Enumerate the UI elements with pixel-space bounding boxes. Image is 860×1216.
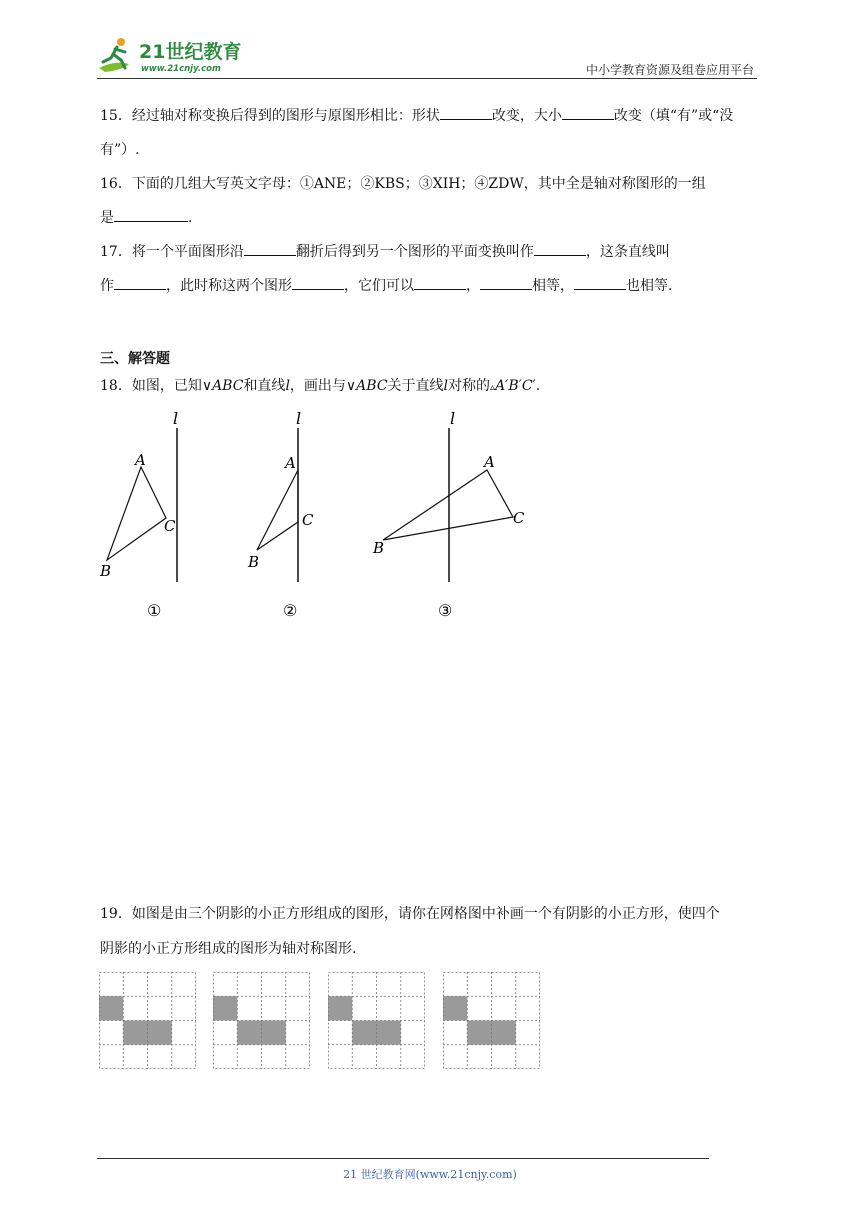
q18-l-2: l (443, 378, 449, 394)
figure-3-triangle (383, 470, 513, 540)
figure-2-number: ② (283, 601, 298, 620)
figure-1-number: ① (147, 601, 162, 620)
grid-3[interactable] (328, 972, 425, 1069)
q18-text-4: 关于直线 (387, 378, 444, 394)
question-16-line-1: 16．下面的几组大写英文字母：①ANE；②KBS；③XIH；④ZDW，其中全是轴对称图形的一组 (100, 176, 706, 192)
question-19-line-1: 19．如图是由三个阴影的小正方形组成的图形，请你在网格图中补画一个有阴影的小正方形，使四个 (100, 906, 720, 922)
q18-text-6: . (535, 378, 541, 394)
q18-text-5: 对称的 (448, 378, 491, 394)
grid-2[interactable] (213, 972, 310, 1069)
question-19-line-2: 阴影的小正方形组成的图形为轴对称图形. (100, 941, 357, 957)
figure-1 (99, 409, 178, 620)
figure-1-triangle (107, 467, 166, 560)
grid-4-shaded-cell (443, 996, 467, 1020)
figure-3 (372, 409, 525, 620)
q17-text-b3: ，它们可以 (344, 278, 414, 294)
q18-a-prime-b-prime-c-prime: A′B′C′ (495, 378, 536, 394)
figure-2-label-l: l (296, 409, 302, 428)
figure-2-triangle (257, 470, 298, 550)
logo-url: www.21cnjy.com (141, 64, 221, 74)
figure-3-label-b: B (373, 539, 385, 557)
figure-2-label-b: B (248, 553, 260, 571)
q17-text-b4: ， (466, 278, 480, 294)
figure-3-label-l: l (450, 409, 456, 428)
figure-2-label-c: C (302, 511, 314, 529)
figure-2-label-a: A (285, 454, 296, 472)
q18-triangle-symbol: ▵ (490, 382, 496, 393)
figure-1-label-l: l (173, 409, 179, 428)
q17-text-b5: 相等， (532, 278, 574, 294)
section-heading-3: 三、解答题 (100, 351, 170, 367)
figure-3-label-a: A (484, 453, 495, 471)
q16-text-2: . (188, 210, 193, 226)
figure-1-label-a: A (135, 451, 146, 469)
question-15-line-2: 有”）. (100, 142, 140, 158)
grid-1-shaded-cell (99, 996, 123, 1020)
grid-4[interactable] (443, 972, 540, 1069)
header-platform-text: 中小学教育资源及组卷应用平台 (585, 63, 754, 77)
q17-text-a2: 翻折后得到另一个图形的平面变换叫作 (295, 244, 534, 260)
figure-1-label-c: C (164, 517, 176, 535)
q18-text-1: 18．如图，已知∨ (100, 378, 213, 394)
q17-text-a1: 17．将一个平面图形沿 (100, 244, 244, 260)
q17-text-a3: ，这条直线叫 (585, 244, 670, 260)
q18-text-3: ，画出与∨ (289, 378, 357, 394)
q18-text-2: 和直线 (243, 378, 286, 394)
figure-2 (247, 409, 314, 620)
q16-text-1: 是 (100, 210, 114, 226)
q15-text-3: 改变（填“有”或“没 (613, 108, 734, 124)
logo-text: 21世纪教育 (139, 41, 242, 63)
grid-1[interactable] (99, 972, 196, 1069)
q17-text-b1: 作 (100, 278, 114, 294)
q18-l-1: l (285, 378, 290, 394)
q17-text-b2: ，此时称这两个图形 (166, 278, 292, 294)
grid-2-shaded-cell (213, 996, 237, 1020)
figure-3-number: ③ (438, 601, 453, 620)
q18-abc-1: ABC (212, 378, 244, 394)
q17-text-b6: 也相等. (626, 278, 673, 294)
q15-text-1: 15．经过轴对称变换后得到的图形与原图形相比：形状 (100, 108, 440, 124)
figure-3-label-c: C (513, 509, 525, 527)
footer-divider (97, 1158, 709, 1159)
q15-text-2: 改变，大小 (491, 108, 562, 124)
footer-link[interactable]: 21 世纪教育网(www.21cnjy.com) (343, 1168, 517, 1181)
q18-abc-2: ABC (356, 378, 388, 394)
grid-3-shaded-cell (328, 996, 352, 1020)
figure-1-label-b: B (100, 562, 112, 580)
